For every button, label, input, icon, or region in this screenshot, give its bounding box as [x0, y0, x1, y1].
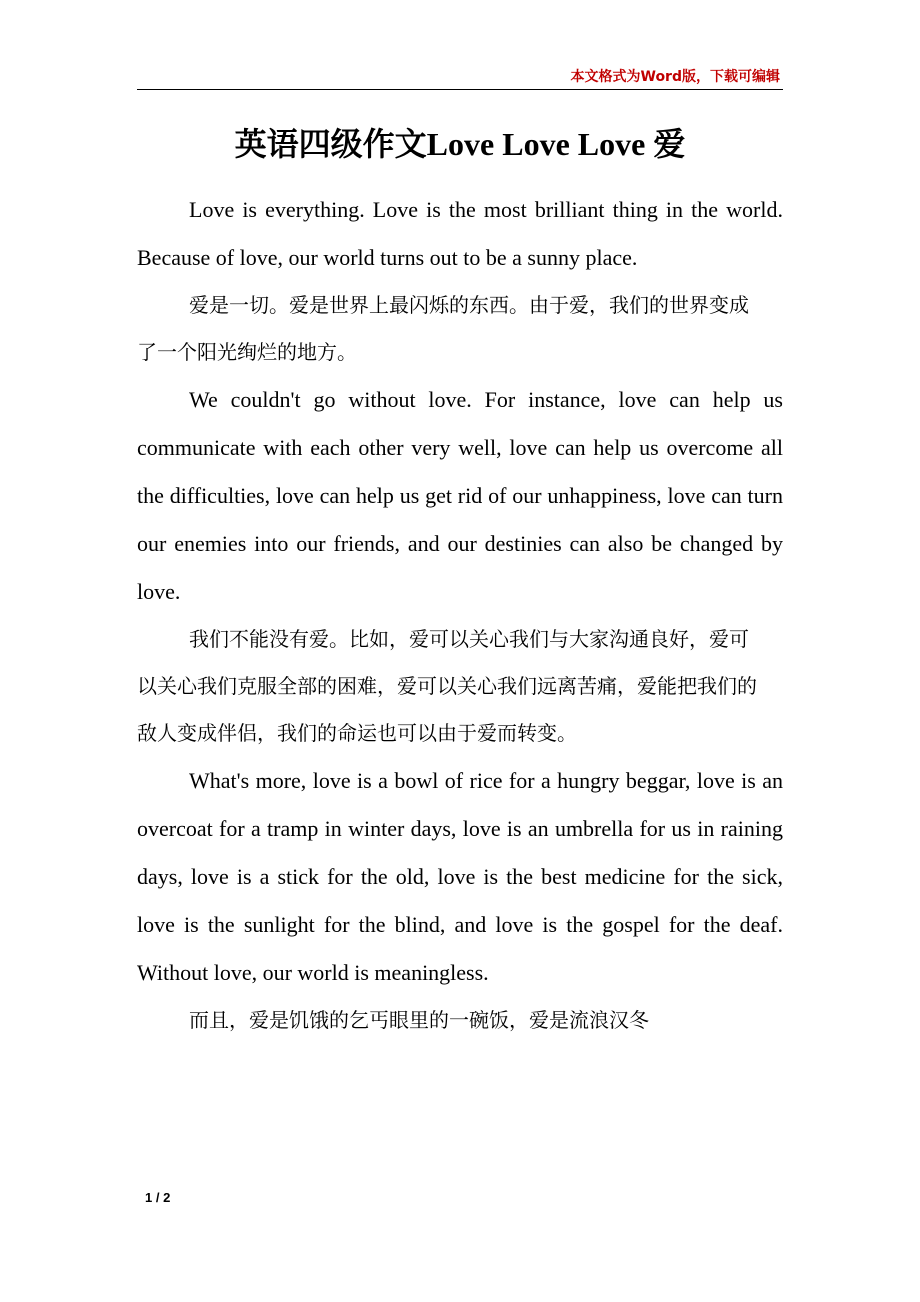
document-body [137, 186, 783, 1044]
paragraph-zh-1: 爱是一切。爱是世界上最闪烁的东西。由于爱，我们的世界变成了一个阳光绚烂的地方。 [137, 293, 749, 364]
paragraph-zh-3: 而且，爱是饥饿的乞丐眼里的一碗饭，爱是流浪汉冬 [189, 1008, 649, 1032]
download-notice: 本文格式为Word版，下载可编辑 [570, 69, 780, 85]
document-title: 英语四级作文Love Love Love 爱 [234, 126, 686, 162]
paragraph-en-1: Love is everything. Love is the most brilliant thing in the world. Because of love, our world turns out to be a sunny place. [137, 197, 783, 270]
page-number: 1 / 2 [145, 1190, 171, 1205]
paragraph-zh-2: 我们不能没有爱。比如，爱可以关心我们与大家沟通良好，爱可以关心我们克服全部的困难，爱可以关心我们远离苦痛，爱能把我们的敌人变成伴侣，我们的命运也可以由于爱而转变。 [137, 627, 757, 745]
paragraph-en-2: We couldn't go without love. For instance, love can help us communicate with each other very well, love can help us overcome all the difficulties, love can help us get rid of our unhappiness, love can turn our enemies into our friends, and our destinies can also be changed by love. [137, 387, 783, 604]
paragraph-en-3: What's more, love is a bowl of rice for a hungry beggar, love is an overcoat for a tramp in winter days, love is an umbrella for us in raining days, love is a stick for the old, love is the best medicine for the sick, love is the sunlight for the blind, and love is the gospel for the deaf. Without love, our world is meaningless. [137, 768, 783, 985]
header-divider [137, 89, 783, 90]
